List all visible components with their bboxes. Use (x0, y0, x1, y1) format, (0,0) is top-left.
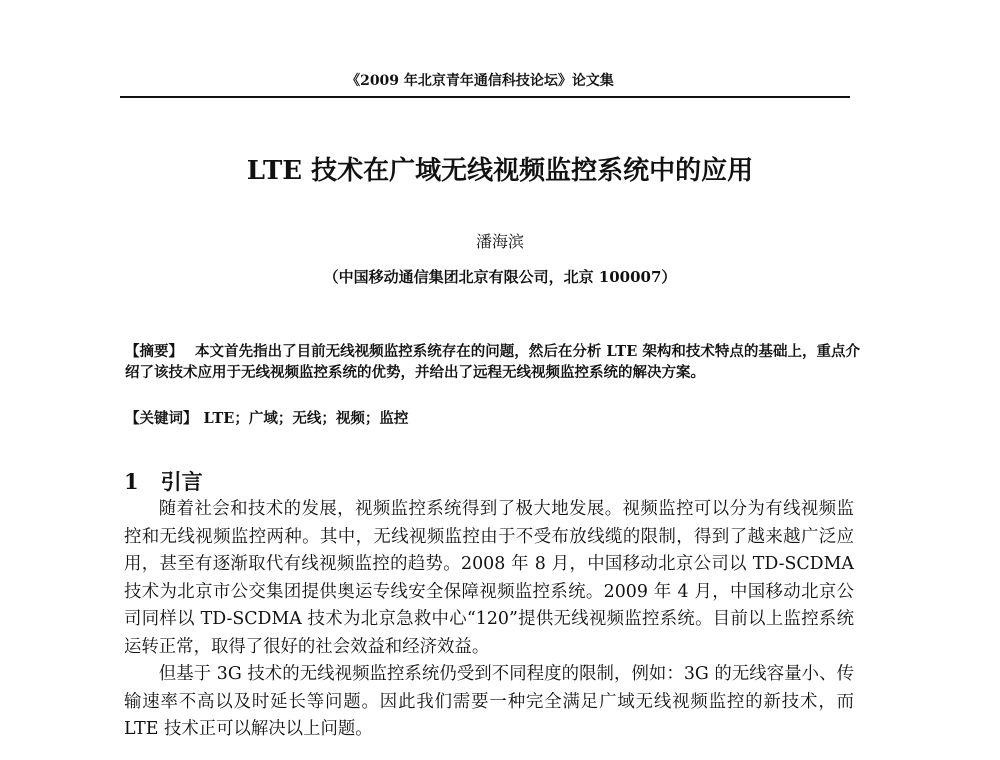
abstract-text: 本文首先指出了目前无线视频监控系统存在的问题，然后在分析 LTE 架构和技术特点的基础上，重点介绍了该技术应用于无线视频监控系统的优势，并给出了远程无线视频监控系统的解决方案。 (125, 343, 860, 381)
keywords (125, 407, 860, 428)
keywords-text: LTE；广域；无线；视频；监控 (203, 410, 409, 427)
author-name: 潘海滨 (475, 232, 524, 251)
keywords-label: 【关键词】 (125, 410, 198, 427)
abstract (125, 341, 860, 383)
section-number: 1 (124, 469, 139, 494)
section-heading (124, 466, 203, 496)
paragraph: 随着社会和技术的发展，视频监控系统得到了极大地发展。视频监控可以分为有线视频监控和无线视频监控两种。其中，无线视频监控由于不受布放线缆的限制，得到了越来越广泛应用，甚至有逐渐取代有线视频监控的趋势。2008 年 8 月，中国移动北京公司以 TD-SCDMA 技术为北京市公交集团提供奥运专线安全保障视频监控系统。2009 年 4 月，中国移动北京公司同样以 TD-SCDMA 技术为北京急救中心“120”提供无线视频监控系统。目前以上监控系统运转正常，取得了很好的社会效益和经济效益。 (124, 499, 854, 657)
body-text (124, 496, 854, 744)
abstract-label: 【摘要】 (125, 343, 184, 360)
paragraph: 但基于 3G 技术的无线视频监控系统仍受到不同程度的限制，例如：3G 的无线容量小、传输速率不高以及时延长等问题。因此我们需要一种完全满足广域无线视频监控的新技术，而 LTE 技术正可以解决以上问题。 (124, 664, 854, 739)
section-title: 引言 (160, 469, 203, 494)
running-header: 《2009 年北京青年通信科技论坛》论文集 (346, 73, 614, 89)
header-rule (120, 96, 850, 98)
paper-title: LTE 技术在广域无线视频监控系统中的应用 (246, 156, 754, 186)
author-affiliation: （中国移动通信集团北京有限公司，北京 100007） (323, 268, 677, 286)
